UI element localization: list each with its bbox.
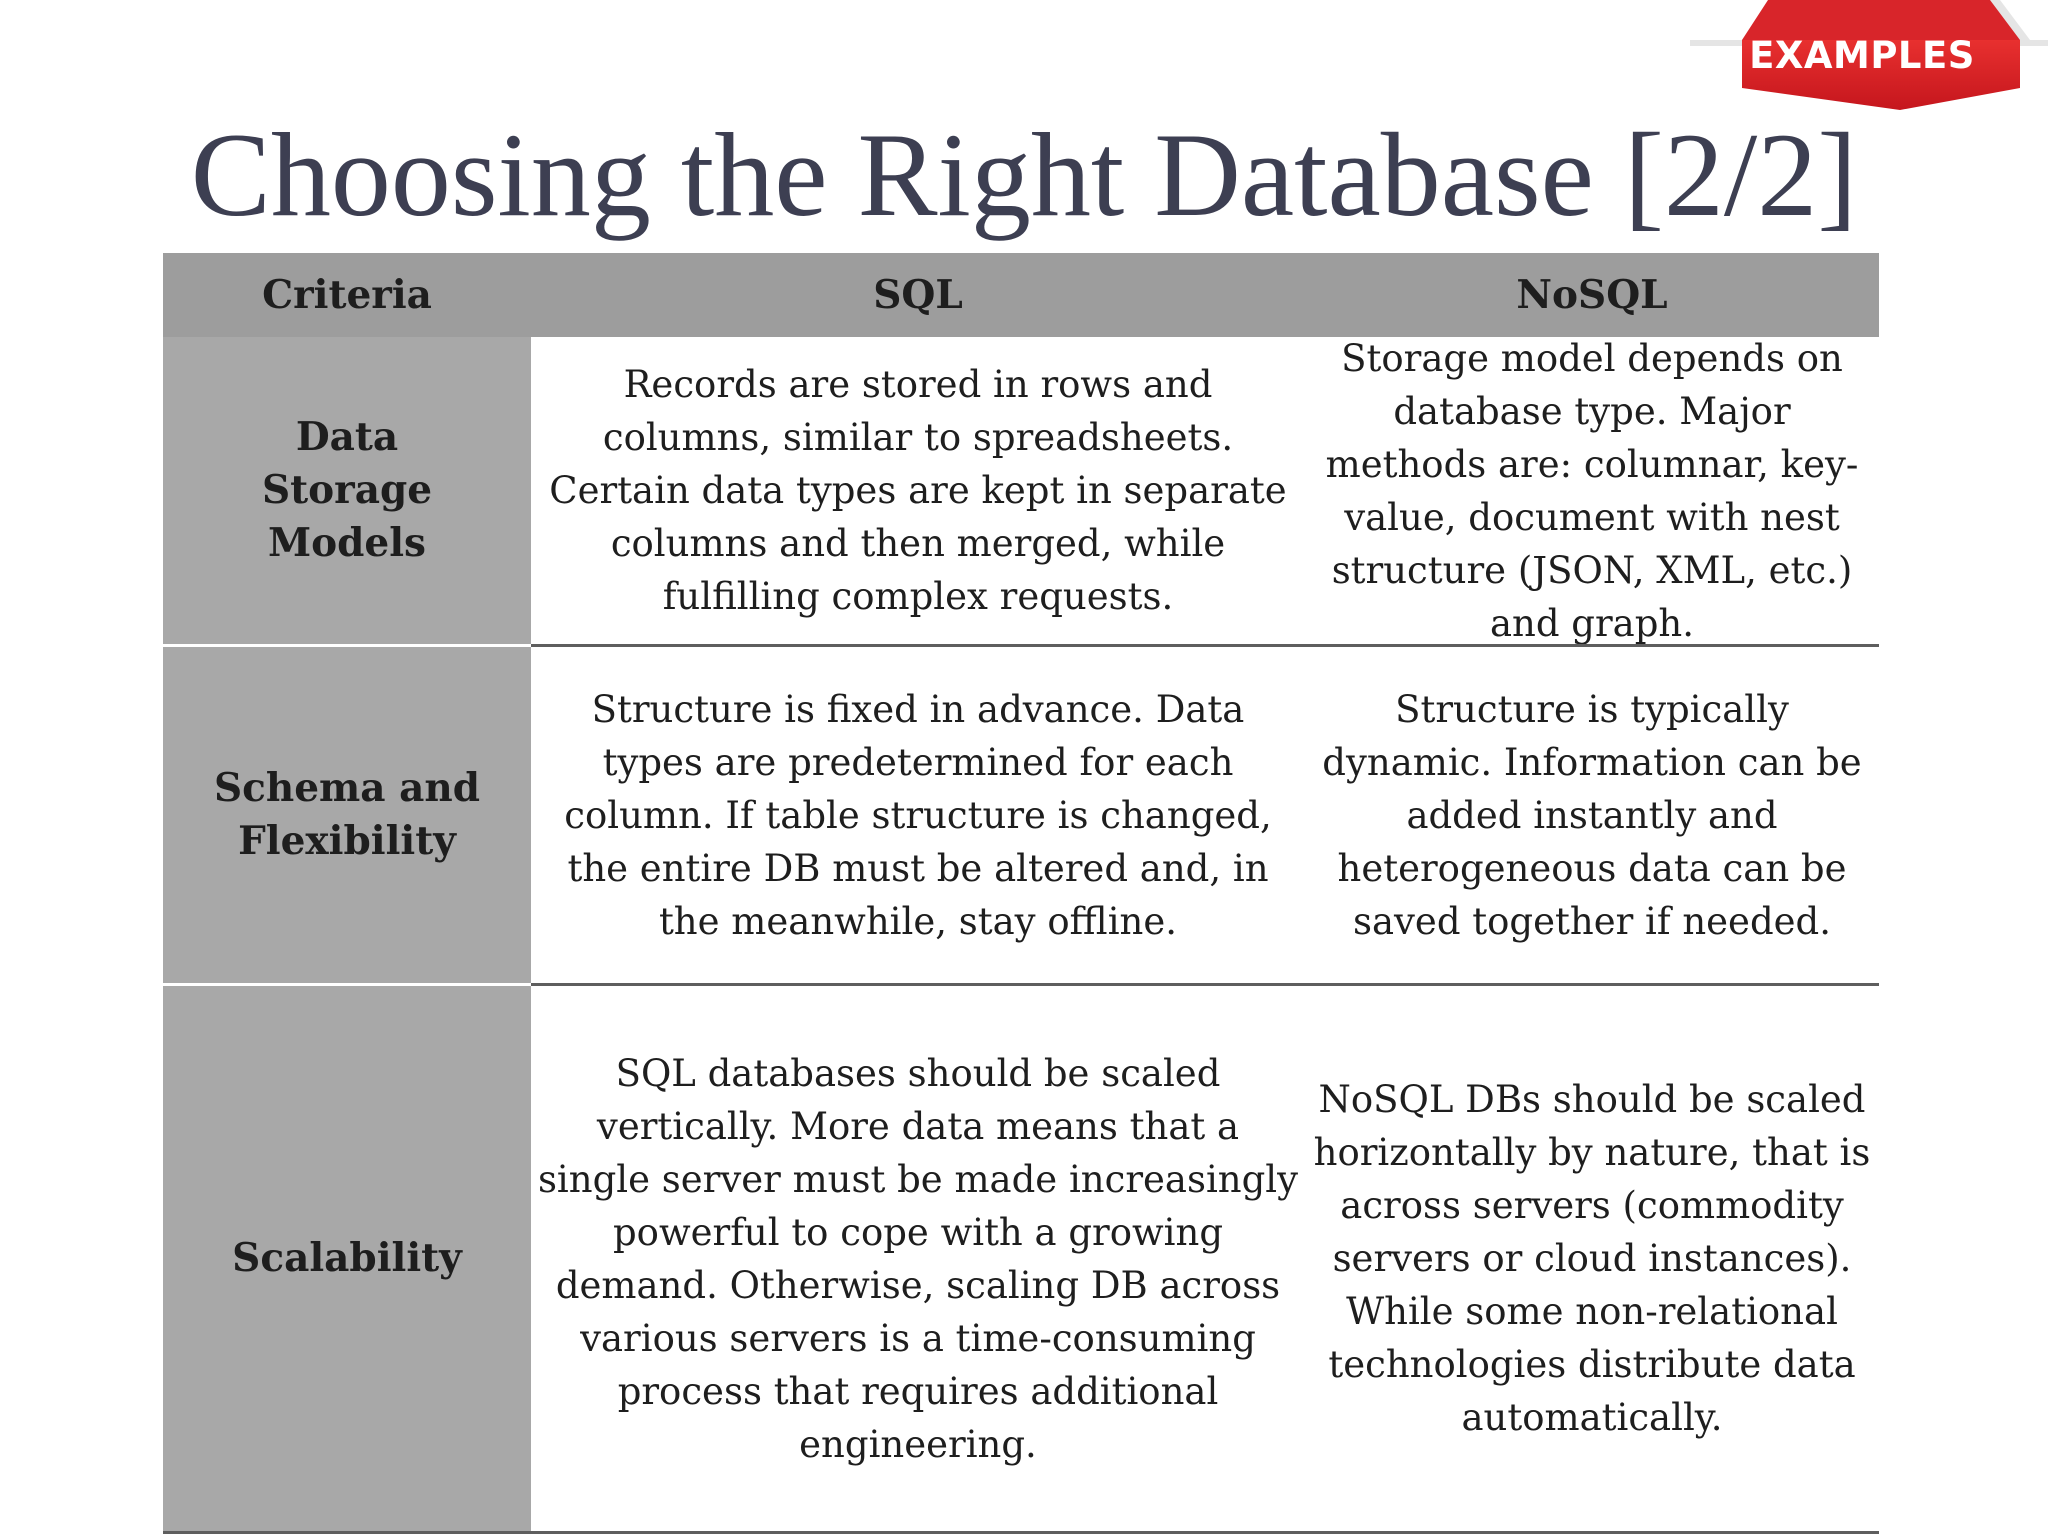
sql-cell: Records are stored in rows and columns, similar to spreadsheets. Certain data types are kept in separate columns and then merged, while fulfilling complex requests. — [549, 363, 1287, 618]
nosql-cell: Storage model depends on database type. Major methods are: columnar, key-value, document with nest structure (JSON, XML, etc.) and graph. — [1325, 336, 1859, 645]
badge-label: EXAMPLES — [1749, 34, 1975, 77]
table-row — [163, 986, 1879, 1531]
nosql-cell: Structure is typically dynamic. Information can be added instantly and heterogeneous data can be saved together if needed. — [1322, 687, 1862, 943]
sql-cell: Structure is fixed in advance. Data types are predetermined for each column. If table structure is changed, the entire DB must be altered and, in the meanwhile, stay offline. — [564, 687, 1272, 943]
table-row — [163, 337, 1879, 644]
row-divider — [163, 1531, 1879, 1534]
nosql-cell: NoSQL DBs should be scaled horizontally by nature, that is across servers (commodity servers or cloud instances). While some non-relational technologies distribute data automatically. — [1313, 1078, 1871, 1439]
examples-badge — [1690, 0, 2048, 112]
table-row — [163, 647, 1879, 983]
criteria-cell: Data Storage Models — [163, 337, 531, 644]
header-sql: SQL — [531, 253, 1305, 337]
table-header-row — [163, 253, 1879, 337]
comparison-table — [163, 253, 1879, 1536]
header-nosql: NoSQL — [1305, 253, 1879, 337]
header-criteria: Criteria — [163, 253, 531, 337]
criteria-cell: Scalability — [163, 986, 531, 1531]
criteria-cell: Schema and Flexibility — [163, 647, 531, 983]
sql-cell: SQL databases should be scaled vertically. More data means that a single server must be made increasingly powerful to cope with a growing demand. Otherwise, scaling DB across various servers is a time-consuming process that requires additional engineering. — [537, 1051, 1299, 1466]
slide-title: Choosing the Right Database [2/2] — [190, 108, 1858, 241]
